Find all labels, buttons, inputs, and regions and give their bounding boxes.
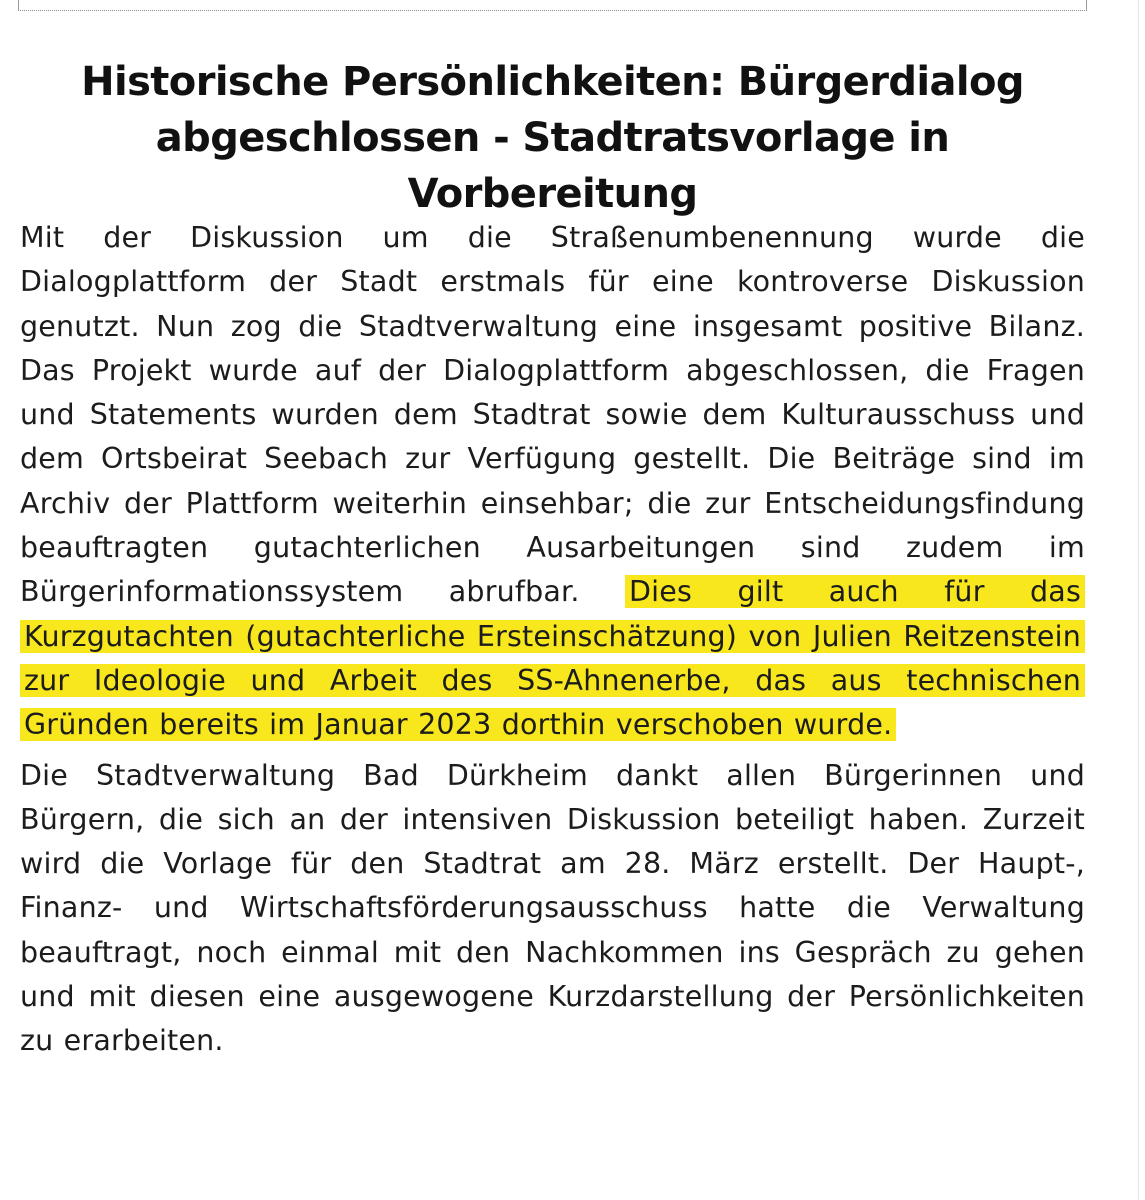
highlighted-passage: Dies gilt auch für das Kurzgutachten (gutachterliche Ersteinschätzung) von Julien Reitzenstein zur Ideologie und Arbeit des SS-Ahnenerbe, das aus technischen Gründen bereits im Januar 2023 dorthin verschoben wurde.	[20, 575, 1085, 741]
article-headline: Historische Persönlichkeiten: Bürgerdialog abgeschlossen - Stadtratsvorlage in Vorbereitung	[81, 59, 1024, 217]
paragraph-1-text: Mit der Diskussion um die Straßenumbenennung wurde die Dialogplattform der Stadt erstmals für eine kontroverse Diskussion genutzt. Nun zog die Stadtverwaltung eine insgesamt positive Bilanz. Das Projekt wurde auf der Dialogplattform abgeschlossen, die Fragen und Statements wurden dem Stadtrat sowie dem Kulturausschuss und dem Ortsbeirat Seebach zur Verfügung gestellt. Die Beiträge sind im Archiv der Plattform weiterhin einsehbar; die zur Entscheidungsfindung beauftragten gutachterlichen Ausarbeitungen sind zudem im Bürgerinformationssystem abrufbar.	[20, 221, 1085, 609]
newspaper-article	[20, 54, 1085, 1064]
page-edge	[1138, 0, 1139, 1200]
article-paragraph-2: Die Stadtverwaltung Bad Dürkheim dankt allen Bürgerinnen und Bürgern, die sich an der intensiven Diskussion beteiligt haben. Zurzeit wird die Vorlage für den Stadtrat am 28. März erstellt. Der Haupt-, Finanz- und Wirtschaftsförderungsausschuss hatte die Verwaltung beauftragt, noch einmal mit den Nachkommen ins Gespräch zu gehen und mit diesen eine ausgewogene Kurzdarstellung der Persönlichkeiten zu erarbeiten.	[20, 758, 1085, 1058]
article-paragraph-1	[20, 216, 1085, 748]
top-border-rule	[18, 0, 1087, 11]
